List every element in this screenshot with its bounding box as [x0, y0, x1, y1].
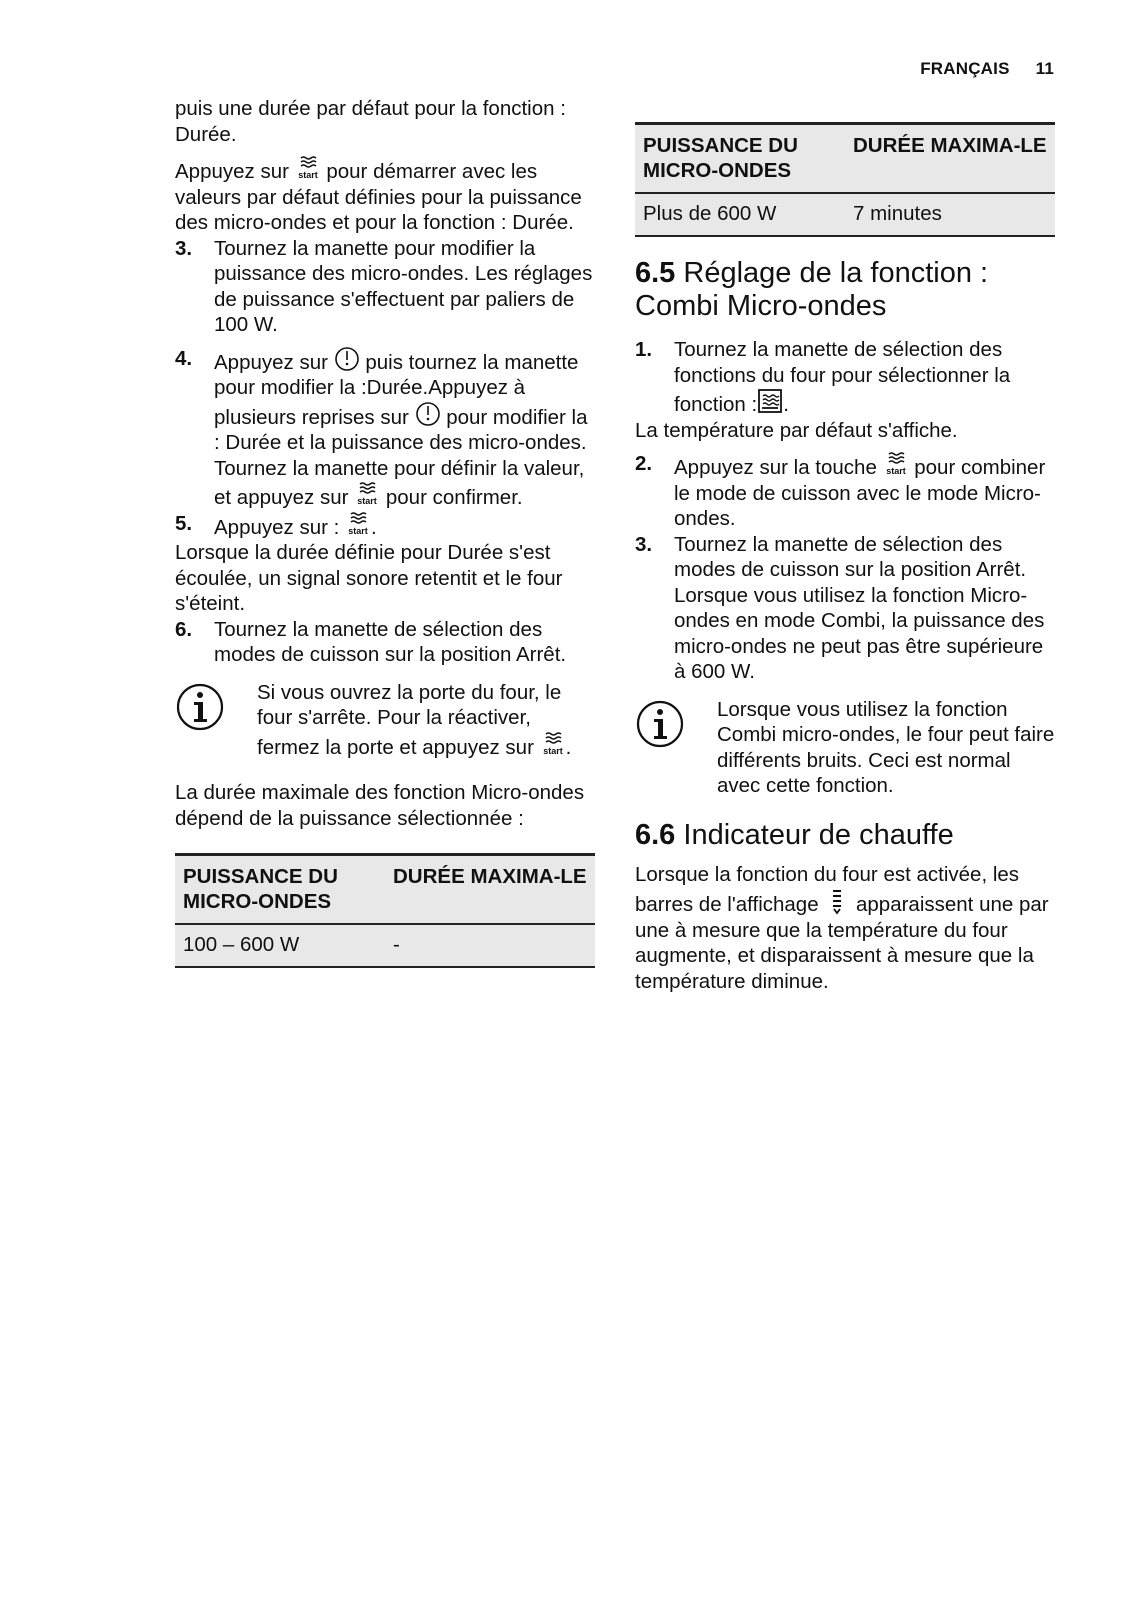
power-duration-table [635, 122, 1055, 237]
paragraph: Lorsque la fonction du four est activée, les barres de l'affichage apparaissent une par une à mesure que la température du four augmente, et disparaissent à mesure que la température diminue. [635, 862, 1049, 993]
start-icon [345, 511, 371, 537]
start-icon [883, 451, 909, 477]
step-2: 2. Appuyez sur la touche pour combiner le mode de cuisson avec le mode Micro-ondes. [635, 452, 1046, 530]
section-heading-6-6: 6.6 Indicateur de chauffe [635, 818, 954, 851]
step-4: 4. Appuyez sur puis tournez la manette pour modifier la :Durée.Appuyez à plusieurs reprises sur pour modifier la : Durée et la puissance des micro-ondes. Tournez la manette pour définir la valeur, et appuyez sur pour confirmer. [175, 346, 588, 509]
table-row [175, 924, 595, 967]
table-cell: 100 – 600 W [175, 924, 385, 967]
heat-indicator-icon [830, 887, 844, 915]
step-3: 3. Tournez la manette pour modifier la puissance des micro-ondes. Les réglages de puissance s'effectuent par paliers de 100 W. [175, 236, 593, 336]
start-icon [540, 731, 566, 757]
step-5: 5. Appuyez sur : . [175, 511, 377, 539]
column-header: PUISSANCE DU MICRO-ONDES [175, 855, 385, 925]
step-1: 1. Tournez la manette de sélection des fonctions du four pour sélectionner la fonction : . [635, 338, 1011, 416]
paragraph: Appuyez sur pour démarrer avec les valeurs par défaut définies pour la puissance des micro-ondes et pour la fonction : Durée. [175, 155, 595, 236]
column-header: DURÉE MAXIMA-LE [385, 855, 595, 925]
paragraph: puis une durée par défaut pour la fonction : Durée. [175, 97, 566, 146]
left-column [175, 96, 595, 968]
info-note: Lorsque vous utilisez la fonction Combi micro-ondes, le four peut faire différents bruits. Ceci est normal avec cette fonction. [635, 697, 1055, 799]
info-icon [175, 682, 225, 732]
info-note: Si vous ouvrez la porte du four, le four s'arrête. Pour la réactiver, fermez la porte et appuyez sur . [175, 680, 595, 761]
timer-icon [415, 401, 441, 427]
table-cell: 7 minutes [845, 193, 1055, 236]
start-icon [354, 481, 380, 507]
table-cell: Plus de 600 W [635, 193, 845, 236]
column-header: DURÉE MAXIMA-LE [845, 124, 1055, 194]
table-header-row [175, 855, 595, 925]
column-header: PUISSANCE DU MICRO-ONDES [635, 124, 845, 194]
table-row [635, 193, 1055, 236]
section-heading-6-5: 6.5 Réglage de la fonction : Combi Micro-ondes [635, 257, 989, 322]
start-icon [295, 155, 321, 181]
info-icon [635, 699, 685, 749]
timer-icon [334, 346, 360, 372]
table-header-row [635, 124, 1055, 194]
step-6: 6. Tournez la manette de sélection des modes de cuisson sur la position Arrêt. [175, 617, 567, 666]
step-3: 3. Tournez la manette de sélection des modes de cuisson sur la position Arrêt. Lorsque vous utilisez la fonction Micro-ondes en mode Combi, la puissance des micro-ondes ne peut pas être supérieure à 600 W. [635, 532, 1045, 683]
right-column [635, 122, 1055, 994]
table-cell: - [385, 924, 595, 967]
paragraph: La température par défaut s'affiche. [635, 418, 958, 442]
language-label: FRANÇAIS [920, 59, 1010, 78]
page-number: 11 [1035, 59, 1054, 78]
page-header [920, 59, 1054, 79]
paragraph: La durée maximale des fonction Micro-ondes dépend de la puissance sélectionnée : [175, 781, 585, 830]
power-duration-table [175, 853, 595, 968]
paragraph: Lorsque la durée définie pour Durée s'est écoulée, un signal sonore retentit et le four s'éteint. [175, 541, 563, 615]
combi-microwave-icon [757, 388, 783, 414]
